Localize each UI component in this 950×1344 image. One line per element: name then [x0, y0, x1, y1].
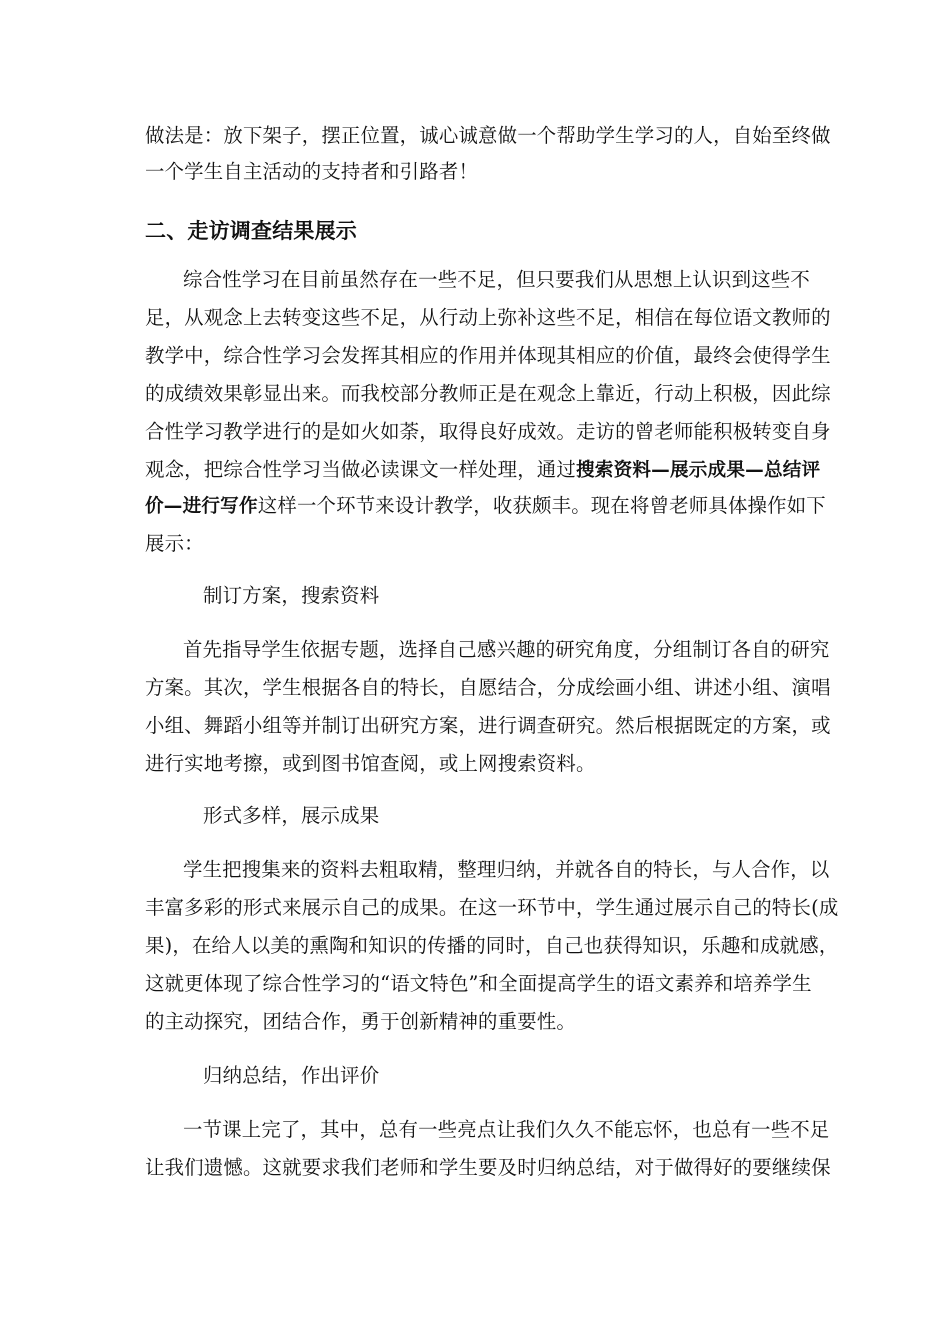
para1-line-5: 合性学习教学进行的是如火如荼，取得良好成效。走访的曾老师能积极转变自身 [145, 420, 831, 443]
sub2-line-3: 果)，在给人以美的熏陶和知识的传播的同时，自己也获得知识，乐趣和成就感， [145, 934, 839, 957]
para1-line-7 [145, 494, 826, 519]
para1-line-4: 的成绩效果彰显出来。而我校部分教师正是在观念上靠近，行动上积极，因此综 [145, 382, 831, 405]
sub1-line-3: 小组、舞蹈小组等并制订出研究方案，进行调查研究。然后根据既定的方案，或 [145, 714, 831, 737]
para1-line-3: 教学中，综合性学习会发挥其相应的作用并体现其相应的价值，最终会使得学生 [145, 344, 831, 367]
sub2-line-5: 的主动探究，团结合作，勇于创新精神的重要性。 [145, 1010, 576, 1033]
para1-line-7-emphasis: 价—进行写作 [145, 496, 258, 517]
para1-line-7-text: 这样一个环节来设计教学，收获颇丰。现在将曾老师具体操作如下 [257, 494, 826, 517]
sub3-line-1: 一节课上完了，其中，总有一些亮点让我们久久不能忘怀，也总有一些不足 [183, 1118, 830, 1141]
intro-line-1: 做法是：放下架子，摆正位置，诚心诚意做一个帮助学生学习的人，自始至终做 [145, 124, 831, 147]
sub2-line-4: 这就更体现了综合性学习的“语文特色”和全面提高学生的语文素养和培养学生 [145, 972, 812, 995]
sub1-line-1: 首先指导学生依据专题，选择自己感兴趣的研究角度，分组制订各自的研究 [183, 638, 830, 661]
para1-line-6-emphasis: 搜索资料—展示成果—总结评 [576, 460, 821, 481]
para1-line-1: 综合性学习在目前虽然存在一些不足，但只要我们从思想上认识到这些不 [183, 268, 810, 291]
section-heading: 二、走访调查结果展示 [145, 219, 357, 243]
subheading-1: 制订方案，搜索资料 [203, 584, 380, 607]
para1-line-8: 展示： [145, 532, 204, 555]
para1-line-6 [145, 458, 821, 483]
intro-line-2: 一个学生自主活动的支持者和引路者！ [145, 160, 479, 183]
sub3-line-2: 让我们遗憾。这就要求我们老师和学生要及时归纳总结，对于做得好的要继续保 [145, 1156, 831, 1179]
sub2-line-1: 学生把搜集来的资料去粗取精，整理归纳，并就各自的特长，与人合作，以 [183, 858, 830, 881]
sub2-line-2: 丰富多彩的形式来展示自己的成果。在这一环节中，学生通过展示自己的特长(成 [145, 896, 839, 919]
sub1-line-2: 方案。其次，学生根据各自的特长，自愿结合，分成绘画小组、讲述小组、演唱 [145, 676, 831, 699]
sub1-line-4: 进行实地考擦，或到图书馆查阅，或上网搜索资料。 [145, 752, 596, 775]
para1-line-6-text: 观念，把综合性学习当做必读课文一样处理，通过 [145, 458, 576, 481]
para1-line-2: 足，从观念上去转变这些不足，从行动上弥补这些不足，相信在每位语文教师的 [145, 306, 831, 329]
subheading-2: 形式多样，展示成果 [203, 804, 380, 827]
subheading-3: 归纳总结，作出评价 [203, 1064, 380, 1087]
